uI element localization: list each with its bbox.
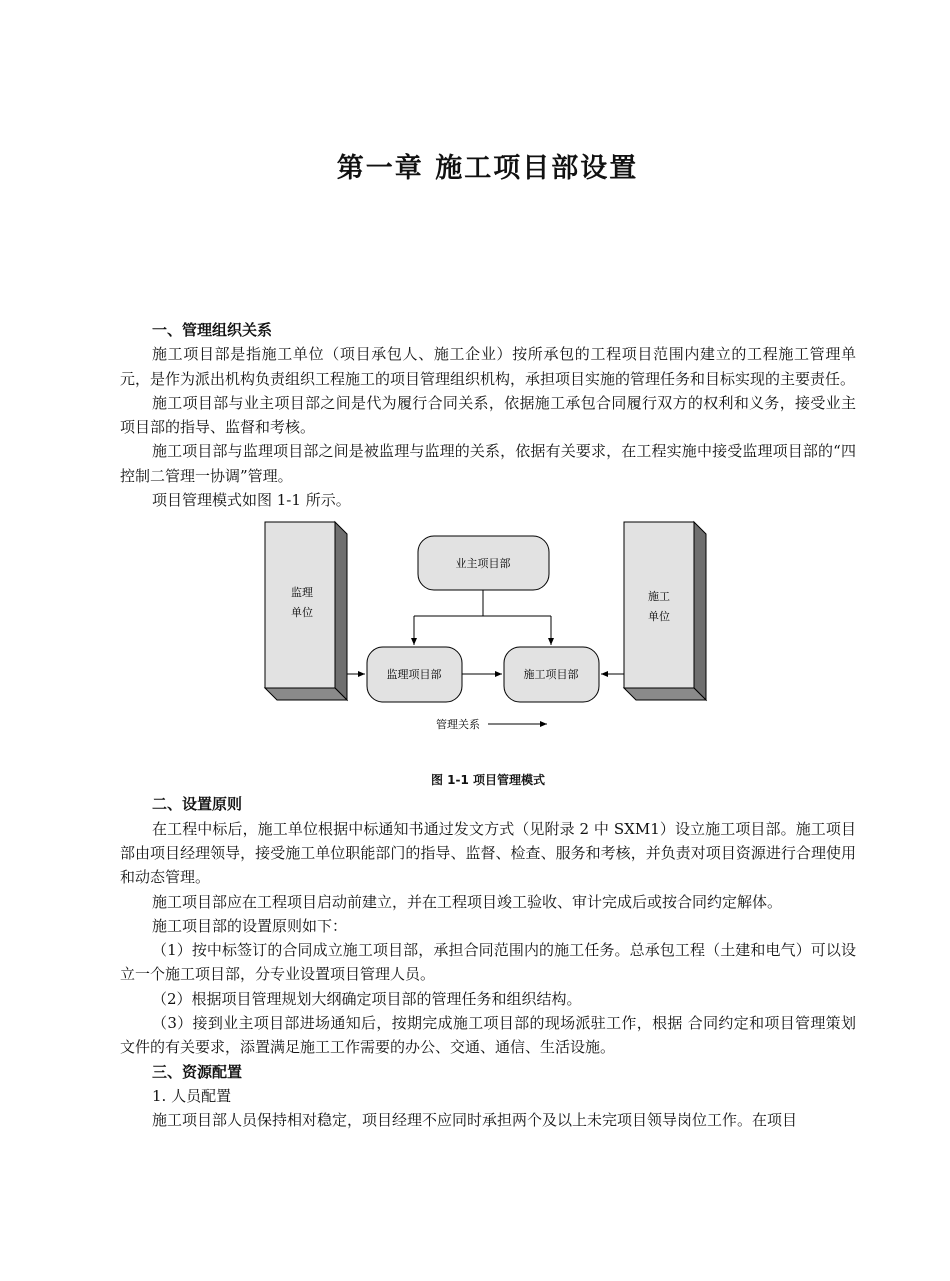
paragraph: （1）按中标签订的合同成立施工项目部，承担合同范围内的施工任务。总承包工程（土建和电气）可以设立一个施工项目部，分专业设置项目管理人员。 xyxy=(120,941,856,984)
paragraph: 施工项目部的设置原则如下： xyxy=(152,916,348,935)
paragraph: 项目管理模式如图 1-1 所示。 xyxy=(152,491,351,510)
paragraph: 施工项目部是指施工单位（项目承包人、施工企业）按所承包的工程项目范围内建立的工程施工管理单元，是作为派出机构负责组织工程施工的项目管理组织机构，承担项目实施的管理任务和目标实现的主要责任。 xyxy=(120,345,856,388)
construction-unit-label-1: 施工 xyxy=(648,590,670,604)
paragraph: 施工项目部与业主项目部之间是代为履行合同关系，依据施工承包合同履行双方的权利和义务，接受业主项目部的指导、监督和考核。 xyxy=(120,393,856,437)
section-heading: 二、设置原则 xyxy=(152,795,243,814)
supervision-unit-label-1: 监理 xyxy=(291,586,313,600)
legend-label: 管理关系 xyxy=(436,718,480,732)
supervision-unit-box xyxy=(265,522,347,700)
construction-dept-label: 施工项目部 xyxy=(523,668,579,682)
section-heading: 三、资源配置 xyxy=(152,1062,243,1081)
document-body xyxy=(120,318,856,1133)
paragraph: 施工项目部与监理项目部之间是被监理与监理的关系，依据有关要求，在工程实施中接受监理项目部的“四控制二管理一协调”管理。 xyxy=(120,442,856,485)
paragraph: 施工项目部应在工程项目启动前建立，并在工程项目竣工验收、审计完成后或按合同约定解体。 xyxy=(152,892,783,911)
subsection-heading: 1. 人员配置 xyxy=(152,1086,232,1105)
paragraph: （2）根据项目管理规划大纲确定项目部的管理任务和组织结构。 xyxy=(152,989,582,1008)
paragraph: 在工程中标后，施工单位根据中标通知书通过发文方式（见附录 2 中 SXM1）设立施工项目部。施工项目部由项目经理领导，接受施工单位职能部门的指导、监督、检查、服务和考核，并负责对项目资源进行合理使用和动态管理。 xyxy=(120,819,856,887)
supervision-dept-label: 监理项目部 xyxy=(386,668,442,682)
construction-unit-box xyxy=(624,522,706,700)
project-management-diagram xyxy=(120,512,856,792)
owner-dept-label: 业主项目部 xyxy=(455,557,511,571)
paragraph: （3）接到业主项目部进场通知后，按期完成施工项目部的现场派驻工作，根据 合同约定和项目管理策划文件的有关要求，添置满足施工工作需要的办公、交通、通信、生活设施。 xyxy=(120,1014,856,1057)
construction-unit-label-2: 单位 xyxy=(648,610,670,624)
page-title: 第一章 施工项目部设置 xyxy=(336,153,639,184)
supervision-unit-label-2: 单位 xyxy=(291,606,313,620)
section-heading: 一、管理组织关系 xyxy=(152,321,273,339)
figure-caption: 图 1-1 项目管理模式 xyxy=(430,773,546,788)
paragraph: 施工项目部人员保持相对稳定，项目经理不应同时承担两个及以上未完项目领导岗位工作。在项目 xyxy=(152,1111,798,1130)
